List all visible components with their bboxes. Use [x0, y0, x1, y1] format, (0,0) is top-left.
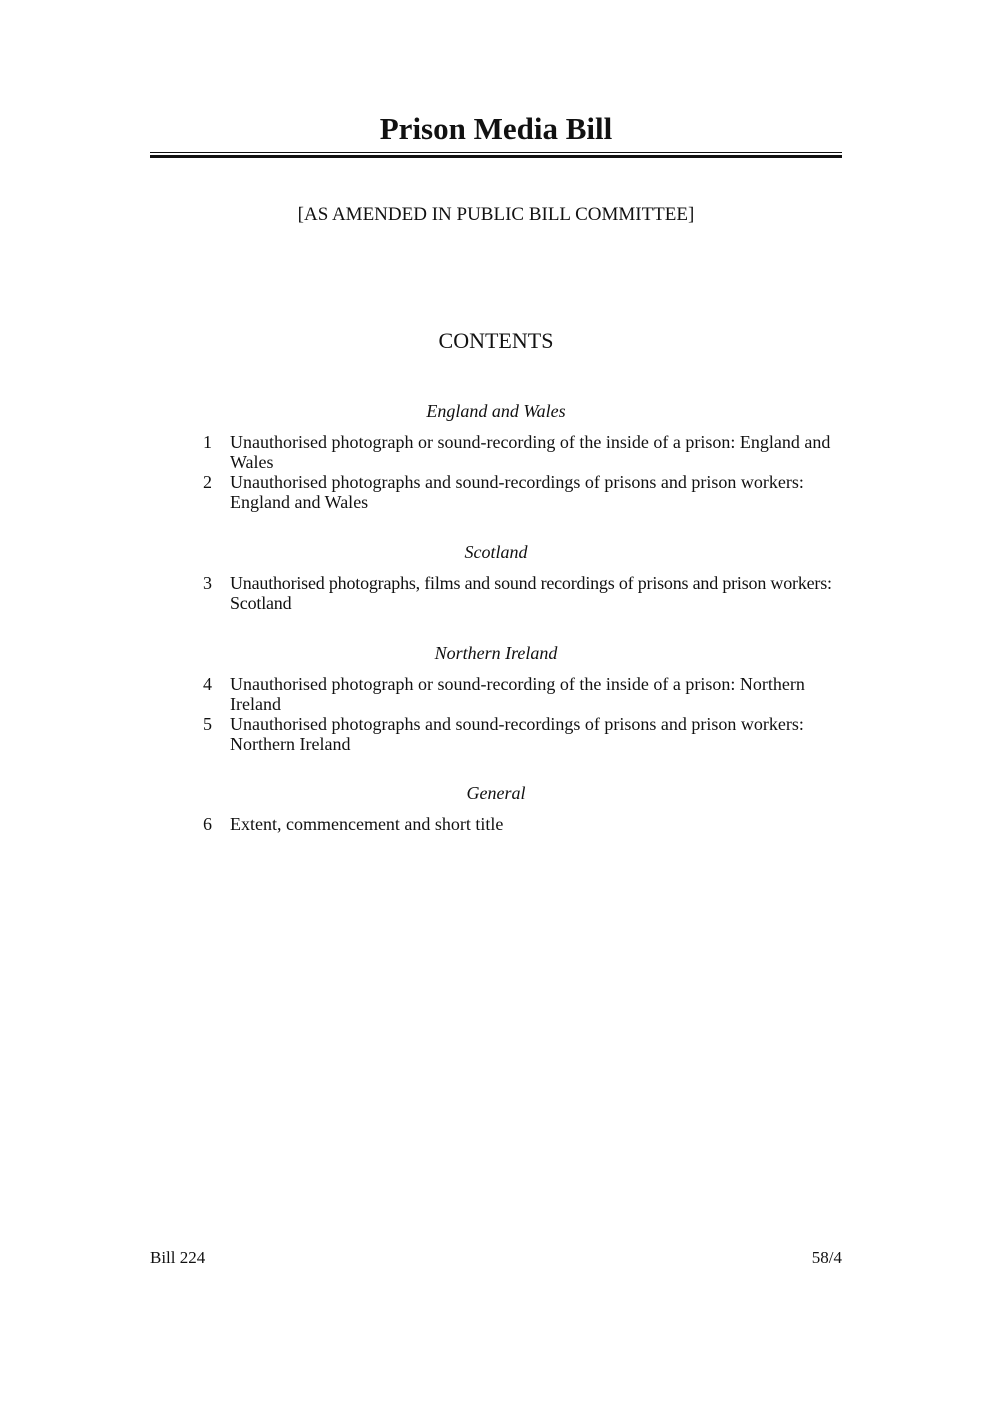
- bill-number: Bill 224: [150, 1248, 206, 1267]
- title-rule-thin: [150, 152, 842, 153]
- section-heading: England and Wales: [426, 401, 566, 421]
- title-rule-thick: [150, 155, 842, 158]
- entry-number: 2: [203, 472, 212, 492]
- contents-entry[interactable]: [190, 674, 850, 714]
- entry-title: Unauthorised photograph or sound-recording of the inside of a prison: Northern Ireland: [230, 674, 805, 714]
- contents-entry[interactable]: [190, 472, 850, 512]
- contents-entry[interactable]: [190, 814, 850, 834]
- entry-title: Extent, commencement and short title: [230, 814, 504, 834]
- bill-title: Prison Media Bill: [379, 111, 613, 146]
- entry-title: Unauthorised photographs and sound-recordings of prisons and prison workers: England and Wales: [230, 472, 804, 512]
- entry-title: Unauthorised photographs and sound-recordings of prisons and prison workers: Northern Ireland: [230, 714, 804, 754]
- entry-number: 5: [203, 714, 212, 734]
- entry-number: 6: [203, 814, 212, 834]
- bill-reference: 58/4: [811, 1248, 842, 1267]
- section-heading: Northern Ireland: [434, 643, 558, 663]
- entry-title: Unauthorised photograph or sound-recording of the inside of a prison: England and Wales: [230, 432, 831, 472]
- entry-title: Unauthorised photographs, films and sound recordings of prisons and prison workers: Scotland: [230, 573, 832, 613]
- contents-entry[interactable]: [190, 573, 850, 613]
- amendment-status: [AS AMENDED IN PUBLIC BILL COMMITTEE]: [297, 204, 695, 225]
- entry-number: 1: [203, 432, 212, 452]
- section-heading: General: [466, 783, 526, 803]
- entry-number: 4: [203, 674, 212, 694]
- contents-heading: CONTENTS: [438, 328, 554, 353]
- section-heading: Scotland: [464, 542, 528, 562]
- contents-entry[interactable]: [190, 714, 850, 754]
- contents-entry[interactable]: [190, 432, 850, 472]
- entry-number: 3: [203, 573, 212, 593]
